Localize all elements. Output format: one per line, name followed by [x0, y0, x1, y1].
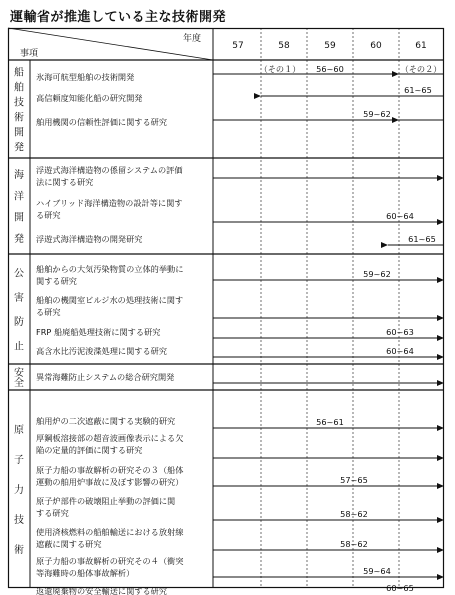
item-engine-reliability: 舶用機関の信頼性評価に関する研究 [36, 117, 168, 127]
item-accident3-line1: 原子力船の事故解析の研究その３（船体 [36, 465, 184, 475]
item-mooring-line1: 浮遊式海洋構造物の係留システムの評価 [36, 165, 183, 175]
period-hybrid: 60~64 [386, 211, 414, 221]
item-hybrid-line2: る研究 [36, 210, 61, 220]
item-floating-dev: 浮遊式海洋構造物の開発研究 [36, 234, 143, 244]
item-hybrid-line1: ハイブリッド海洋構造物の設計等に関す [36, 198, 183, 208]
item-air-pollution-line1: 船舶からの大気汚染物質の立体的挙動に [36, 264, 184, 274]
year-61: 61 [415, 41, 427, 51]
item-ultrasonic-line2: 陥の定量的評価に関する研究 [36, 445, 143, 455]
period-waste-transport: 60~65 [386, 583, 414, 593]
item-spent-fuel-line1: 使用済核燃料の船舶輸送における放射線 [36, 527, 184, 537]
period-accident4: 59~64 [363, 566, 391, 576]
year-header-label: 年度 [183, 34, 202, 44]
item-intelligent-ship: 高信頼度知能化船の研究開発 [36, 93, 143, 103]
research-schedule-table [8, 28, 444, 595]
period-air-pollution: 59~62 [363, 269, 391, 279]
item-reactor-line2: する研究 [36, 508, 69, 518]
header-diagonal [8, 28, 213, 60]
period-floating-dev: 61~65 [408, 234, 436, 244]
item-frp: FRP 船廃船処理技術に関する研究 [36, 327, 161, 337]
period-frp: 60~63 [386, 327, 414, 337]
section-label-ship-tech: 船舶技術開発 [14, 67, 24, 154]
period-intelligent-ship: 61~65 [404, 85, 432, 95]
year-57: 57 [232, 41, 244, 51]
section-label-safety: 安全 [14, 367, 24, 390]
item-bilge-line2: る研究 [36, 307, 61, 317]
page-title: 運輸省が推進している主な技術開発 [10, 10, 227, 25]
item-accident3-line2: 運動の舶用炉事故に及ぼす影響の研究） [36, 477, 184, 487]
note-part2: （その２） [400, 64, 442, 74]
period-spent-fuel: 58~62 [340, 539, 368, 549]
item-accident4-line1: 原子力船の事故解析の研究その４（衝突 [36, 556, 184, 566]
item-header-label: 事項 [20, 49, 39, 59]
section-label-pollution: 公害防止 [14, 268, 24, 353]
item-shielding: 舶用炉の二次遮蔽に関する実験的研究 [36, 416, 176, 426]
item-accident4-line2: 等海難時の船体事故解析） [36, 568, 135, 578]
period-sludge: 60~64 [386, 346, 414, 356]
period-ice-ship: 56~60 [316, 64, 344, 74]
item-ice-ship: 氷海可航型船舶の技術開発 [36, 72, 135, 82]
period-shielding: 56~61 [316, 417, 344, 427]
item-accident-system: 異常海難防止システムの総合研究開発 [36, 372, 175, 382]
year-60: 60 [370, 41, 382, 51]
period-reactor: 58~62 [340, 509, 368, 519]
item-air-pollution-line2: 関する研究 [36, 276, 77, 286]
section-label-ocean-dev: 海洋開発 [14, 170, 24, 245]
item-waste-transport: 返還廃棄物の安全輸送に関する研究 [36, 586, 168, 595]
item-sludge: 高含水比汚泥浚渫処理に関する研究 [36, 346, 168, 356]
item-reactor-line1: 原子炉部件の破壊阻止挙動の評価に関 [36, 496, 176, 506]
note-part1: （その１） [259, 64, 301, 74]
period-engine-reliability: 59~62 [363, 109, 391, 119]
section-label-nuclear: 原子力技術 [14, 425, 24, 556]
item-mooring-line2: 法に関する研究 [36, 177, 94, 187]
year-58: 58 [278, 41, 290, 51]
year-59: 59 [324, 41, 336, 51]
table-header [8, 28, 444, 60]
period-accident3: 57~65 [340, 475, 368, 485]
item-bilge-line1: 船舶の機関室ビルジ水の処理技術に関す [36, 295, 184, 305]
item-ultrasonic-line1: 厚鋼板溶接部の超音波画像表示による欠 [36, 433, 184, 443]
item-spent-fuel-line2: 遮蔽に関する研究 [36, 539, 102, 549]
